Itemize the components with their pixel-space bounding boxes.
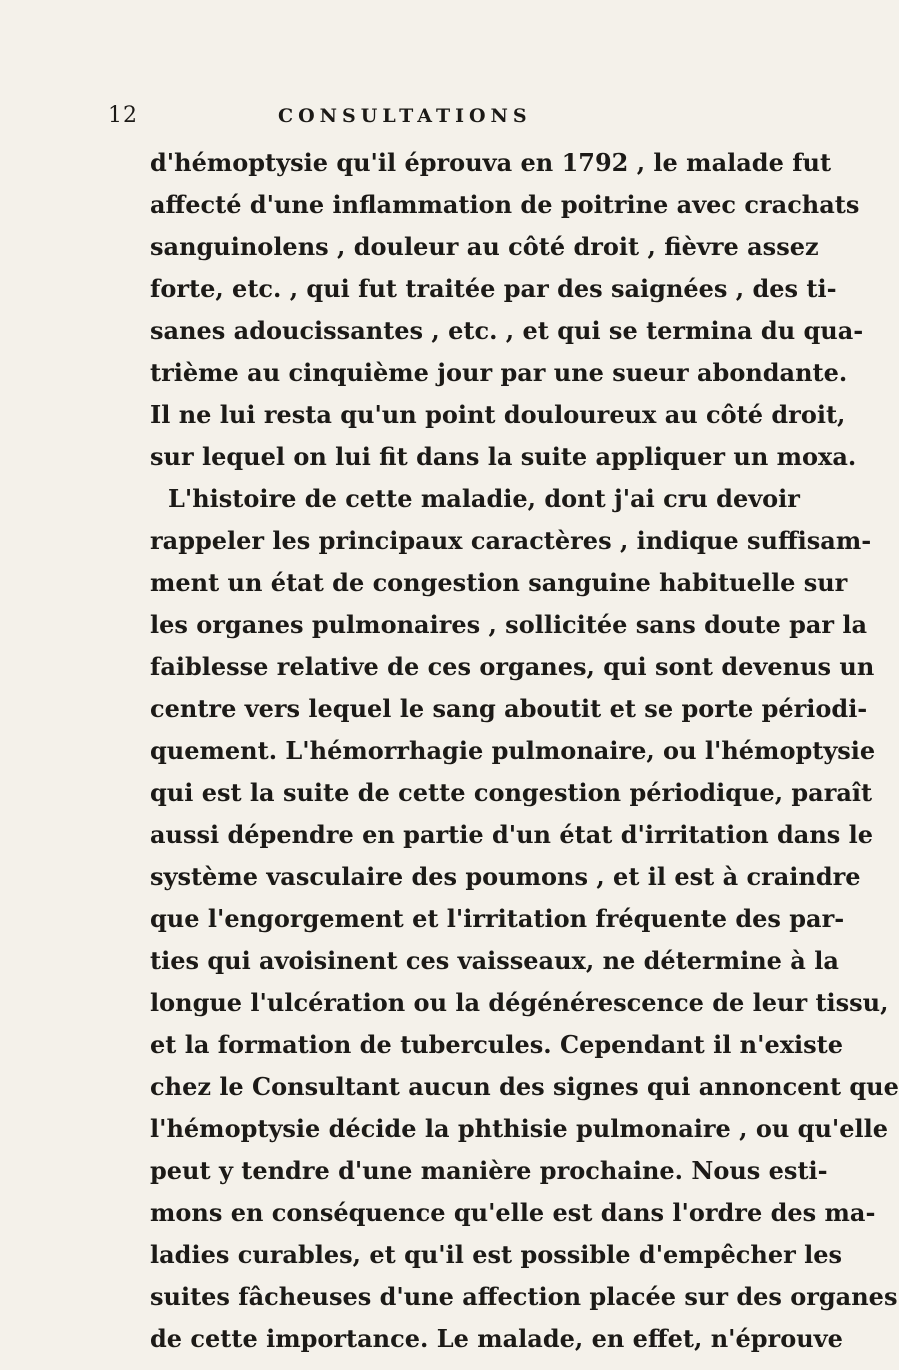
body-text [150,142,899,1360]
text-line: de cette importance. Le malade, en effet, n'éprouve [150,1324,843,1353]
text-line: sur lequel on lui fit dans la suite appliquer un moxa. [150,442,857,471]
text-line: sanguinolens , douleur au côté droit , fièvre assez [150,232,819,261]
text-line: chez le Consultant aucun des signes qui annoncent que [150,1072,899,1101]
page-number: 12 [108,103,138,128]
text-line: système vasculaire des poumons , et il est à craindre [150,862,861,891]
text-line: aussi dépendre en partie d'un état d'irritation dans le [150,820,874,849]
text-line: affecté d'une inflammation de poitrine avec crachats [150,190,860,219]
text-line: centre vers lequel le sang aboutit et se porte périodi- [150,694,868,723]
text-line: quement. L'hémorrhagie pulmonaire, ou l'hémoptysie [150,736,876,765]
text-line: rappeler les principaux caractères , indique suffisam- [150,526,872,555]
text-line: trième au cinquième jour par une sueur abondante. [150,358,848,387]
text-line: suites fâcheuses d'une affection placée sur des organes [150,1282,898,1311]
text-line: ment un état de congestion sanguine habituelle sur [150,568,848,597]
text-line: forte, etc. , qui fut traitée par des saignées , des ti- [150,274,837,303]
text-line: longue l'ulcération ou la dégénérescence de leur tissu, [150,988,889,1017]
text-line: mons en conséquence qu'elle est dans l'ordre des ma- [150,1198,876,1227]
running-head [108,103,768,133]
text-line: l'hémoptysie décide la phthisie pulmonaire , ou qu'elle [150,1114,889,1143]
text-line: d'hémoptysie qu'il éprouva en 1792 , le malade fut [150,148,832,177]
text-line: Il ne lui resta qu'un point douloureux au côté droit, [150,400,846,429]
running-title: CONSULTATIONS [278,105,532,127]
text-line: les organes pulmonaires , sollicitée sans doute par la [150,610,868,639]
text-line: qui est la suite de cette congestion périodique, paraît [150,778,873,807]
text-line: que l'engorgement et l'irritation fréquente des par- [150,904,845,933]
text-line: peut y tendre d'une manière prochaine. Nous esti- [150,1156,828,1185]
text-line: faiblesse relative de ces organes, qui sont devenus un [150,652,875,681]
text-line: ladies curables, et qu'il est possible d'empêcher les [150,1240,842,1269]
paragraph-start-line: L'histoire de cette maladie, dont j'ai cru devoir [168,484,800,513]
text-line: ties qui avoisinent ces vaisseaux, ne détermine à la [150,946,839,975]
text-line: sanes adoucissantes , etc. , et qui se termina du qua- [150,316,864,345]
text-line: et la formation de tubercules. Cependant il n'existe [150,1030,844,1059]
